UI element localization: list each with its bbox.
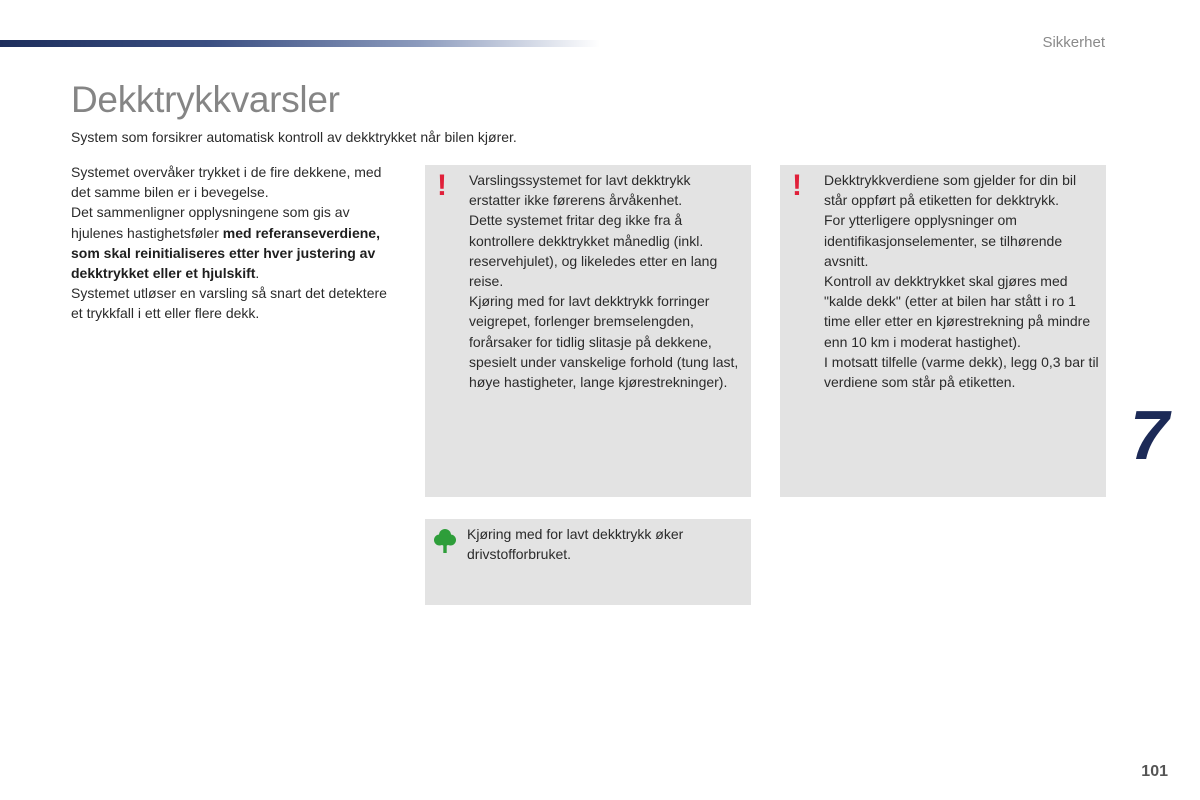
intro-paragraph-3: Systemet utløser en varsling så snart det detektere et trykkfall i ett eller flere dekk. [71,285,387,322]
warning-box-awareness-p3: Kjøring med for lavt dekktrykk forringer veigrepet, forlenger bremselengden, forårsaker for tidlig slitasje på dekkene, spesielt under vanskelige forhold (tung last, høye hastigheter, lange kjørestrekninger). [469,293,739,391]
tree-eco-icon [434,528,456,554]
warning-box-pressure-values-text [824,170,1100,392]
intro-paragraph-2-end: . [255,265,260,282]
warning-box-awareness-p1: Varslingssystemet for lavt dekktrykk erstatter ikke førerens årvåkenhet. [469,172,691,209]
eco-tip-text: Kjøring med for lavt dekktrykk øker drivstofforbruket. [467,526,684,563]
warning-box-pressure-p4: I motsatt tilfelle (varme dekk), legg 0,3 bar til verdiene som står på etiketten. [824,353,1099,391]
intro-column [71,162,401,324]
page-number: 101 [1141,763,1168,780]
intro-paragraph-2 [71,202,401,283]
exclamation-warning-icon: ! [437,169,447,202]
exclamation-warning-icon: ! [792,169,802,202]
warning-box-pressure-p3: Kontroll av dekktrykket skal gjøres med "kalde dekk" (etter at bilen har stått i ro 1 time eller etter en kjørestrekning på mindre enn 10 km i moderat hastighet). [824,273,1091,350]
intro-paragraph-1: Systemet overvåker trykket i de fire dekkene, med det samme bilen er i bevegelse. [71,164,382,201]
warning-box-pressure-p2: For ytterligere opplysninger om identifikasjonselementer, se tilhørende avsnitt. [824,212,1063,269]
intro-paragraph-2-bold: med referanseverdiene, som skal reinitialiseres etter hver justering av dekktrykket eller et hjulskift [71,224,380,282]
section-label: Sikkerhet [1042,34,1105,51]
intro-paragraph-2-text: Det sammenligner opplysningene som gis av hjulenes hastighetsføler [71,204,350,241]
page-subtitle: System som forsikrer automatisk kontroll av dekktrykket når bilen kjører. [71,129,517,145]
eco-tip-box [425,519,751,605]
warning-box-awareness-text [469,170,745,392]
chapter-number: 7 [1130,396,1167,474]
header-gradient-bar [0,40,600,47]
page-title: Dekktrykkvarsler [71,79,340,120]
warning-box-pressure-values [780,165,1106,497]
warning-box-awareness [425,165,751,497]
warning-box-awareness-p2: Dette systemet fritar deg ikke fra å kontrollere dekktrykket månedlig (inkl. reservehjulet), og likeledes etter en lang reise. [469,212,718,290]
warning-box-pressure-p1: Dekktrykkverdiene som gjelder for din bil står oppført på etiketten for dekktrykk. [824,172,1077,209]
